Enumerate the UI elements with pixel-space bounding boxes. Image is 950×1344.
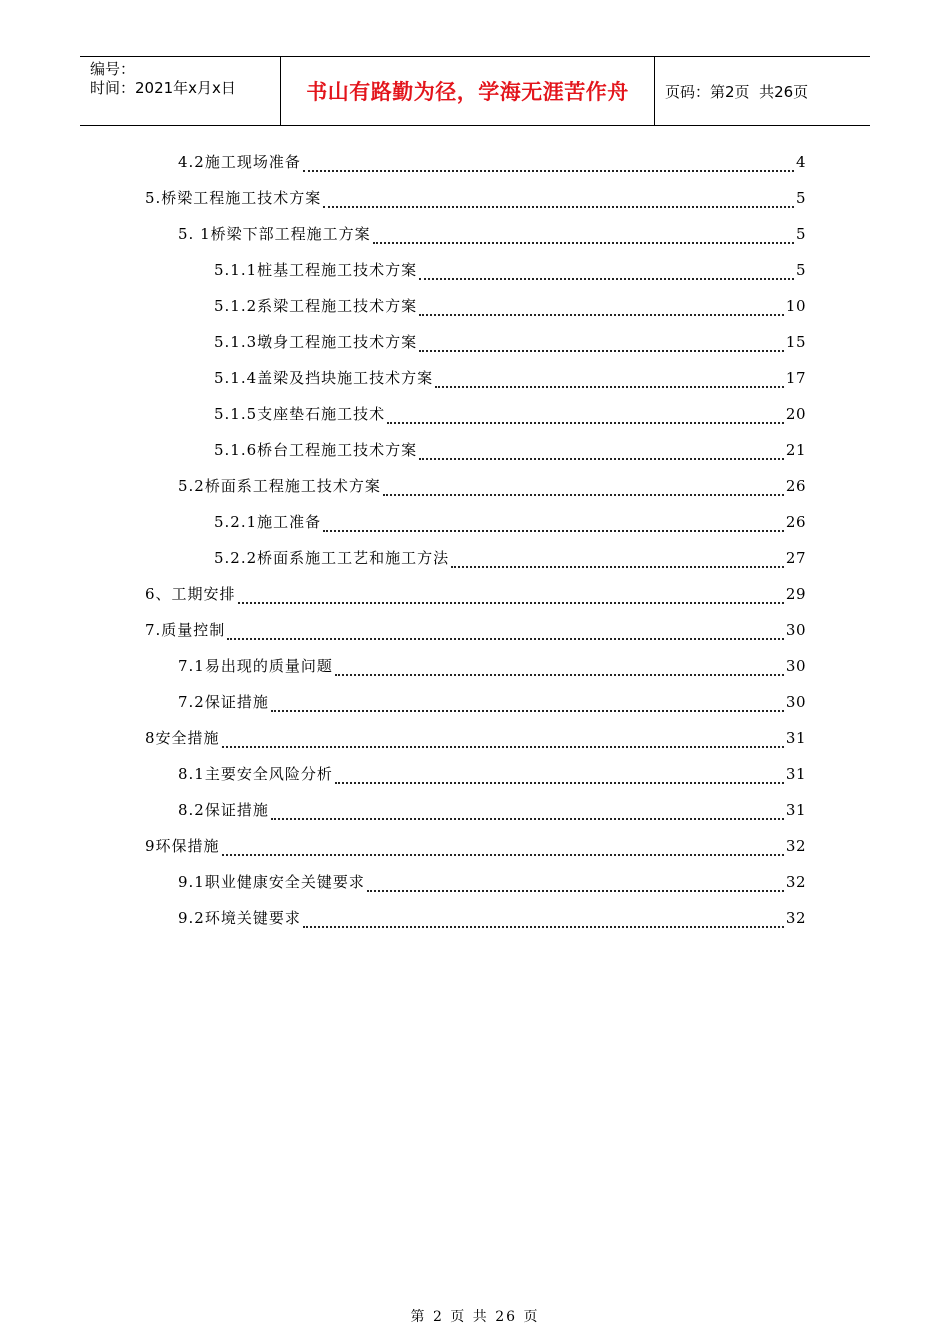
toc-dot-leader <box>373 227 794 244</box>
toc-entry-page: 10 <box>785 297 806 315</box>
toc-entry[interactable] <box>178 148 806 172</box>
toc-dot-leader <box>238 587 784 604</box>
toc-entry-page: 26 <box>785 477 806 495</box>
toc-dot-leader <box>387 407 784 424</box>
toc-entry-title: 7.1易出现的质量问题 <box>178 657 333 675</box>
header-motto <box>281 57 655 125</box>
toc-entry[interactable] <box>178 688 806 712</box>
toc-dot-leader <box>419 335 784 352</box>
toc-entry-page: 30 <box>785 693 806 711</box>
toc-entry[interactable] <box>214 508 806 532</box>
toc-entry[interactable] <box>145 580 806 604</box>
toc-entry-page: 32 <box>785 909 806 927</box>
toc-entry[interactable] <box>214 364 806 388</box>
toc-entry-title: 5. 1桥梁下部工程施工方案 <box>178 225 371 243</box>
toc-entry-title: 8安全措施 <box>145 729 220 747</box>
toc-entry-page: 32 <box>785 837 806 855</box>
toc-dot-leader <box>419 299 784 316</box>
toc-entry[interactable] <box>178 472 806 496</box>
document-time-label: 时间：2021年x月x日 <box>90 79 236 97</box>
header-meta <box>80 57 281 125</box>
toc-entry-title: 5.1.3墩身工程施工技术方案 <box>214 333 418 351</box>
toc-entry-title: 5.1.6桥台工程施工技术方案 <box>214 441 418 459</box>
toc-entry-title: 7.质量控制 <box>145 621 226 639</box>
toc-entry-title: 8.1主要安全风险分析 <box>178 765 333 783</box>
toc-entry-page: 5 <box>795 225 806 243</box>
toc-dot-leader <box>227 623 784 640</box>
toc-entry-title: 6、工期安排 <box>145 585 236 603</box>
toc-entry-page: 5 <box>795 261 806 279</box>
toc-entry-page: 30 <box>785 621 806 639</box>
motto-text: 书山有路勤为径，学海无涯苦作舟 <box>306 80 629 104</box>
toc-entry-title: 8.2保证措施 <box>178 801 269 819</box>
toc-entry[interactable] <box>214 256 806 280</box>
toc-dot-leader <box>435 371 784 388</box>
toc-entry-page: 26 <box>785 513 806 531</box>
toc-dot-leader <box>303 911 784 928</box>
toc-entry-title: 7.2保证措施 <box>178 693 269 711</box>
toc-entry-page: 32 <box>785 873 806 891</box>
toc-entry-title: 5.1.2系梁工程施工技术方案 <box>214 297 418 315</box>
toc-dot-leader <box>335 767 784 784</box>
toc-entry-page: 21 <box>785 441 806 459</box>
header-page-info <box>655 57 870 125</box>
toc-dot-leader <box>323 191 794 208</box>
toc-entry-page: 29 <box>785 585 806 603</box>
toc-entry-title: 5.2.1施工准备 <box>214 513 322 531</box>
toc-entry-page: 17 <box>785 369 806 387</box>
page-info-text: 页码：第2页 共26页 <box>665 82 809 101</box>
toc-entry[interactable] <box>178 904 806 928</box>
toc-entry[interactable] <box>178 220 806 244</box>
toc-entry-page: 31 <box>785 729 806 747</box>
document-number-label: 编号： <box>90 60 136 78</box>
page-footer <box>0 1306 950 1326</box>
toc-dot-leader <box>383 479 784 496</box>
toc-entry-title: 4.2施工现场准备 <box>178 153 301 171</box>
toc-dot-leader <box>419 443 784 460</box>
toc-dot-leader <box>303 155 794 172</box>
toc-dot-leader <box>271 695 784 712</box>
toc-dot-leader <box>451 551 784 568</box>
toc-entry-page: 15 <box>785 333 806 351</box>
toc-dot-leader <box>271 803 784 820</box>
toc-entry-page: 20 <box>785 405 806 423</box>
toc-entry[interactable] <box>214 544 806 568</box>
toc-entry[interactable] <box>178 796 806 820</box>
toc-entry[interactable] <box>145 724 806 748</box>
toc-entry-page: 27 <box>785 549 806 567</box>
toc-entry-page: 31 <box>785 801 806 819</box>
toc-entry-title: 5.桥梁工程施工技术方案 <box>145 189 322 207</box>
page-header <box>80 56 870 126</box>
toc-dot-leader <box>367 875 784 892</box>
toc-entry[interactable] <box>178 652 806 676</box>
toc-entry-title: 9.2环境关键要求 <box>178 909 301 927</box>
toc-entry[interactable] <box>145 616 806 640</box>
toc-entry-page: 5 <box>795 189 806 207</box>
toc-dot-leader <box>222 839 784 856</box>
toc-entry-page: 4 <box>795 153 806 171</box>
toc-entry-title: 5.2.2桥面系施工工艺和施工方法 <box>214 549 450 567</box>
toc-entry[interactable] <box>178 760 806 784</box>
toc-dot-leader <box>335 659 784 676</box>
toc-entry-title: 5.1.5支座垫石施工技术 <box>214 405 386 423</box>
toc-entry[interactable] <box>178 868 806 892</box>
toc-dot-leader <box>222 731 784 748</box>
toc-entry-page: 30 <box>785 657 806 675</box>
toc-entry[interactable] <box>214 436 806 460</box>
toc-entry-title: 9.1职业健康安全关键要求 <box>178 873 365 891</box>
toc-entry[interactable] <box>145 184 806 208</box>
toc-dot-leader <box>419 263 794 280</box>
toc-entry[interactable] <box>214 400 806 424</box>
toc-entry-title: 5.1.4盖梁及挡块施工技术方案 <box>214 369 434 387</box>
toc-entry[interactable] <box>214 292 806 316</box>
toc-entry-title: 5.1.1桩基工程施工技术方案 <box>214 261 418 279</box>
footer-page-number: 第 2 页 共 26 页 <box>410 1309 540 1325</box>
toc-dot-leader <box>323 515 784 532</box>
toc-entry-title: 5.2桥面系工程施工技术方案 <box>178 477 381 495</box>
toc-entry-title: 9环保措施 <box>145 837 220 855</box>
toc-entry-page: 31 <box>785 765 806 783</box>
toc-entry[interactable] <box>214 328 806 352</box>
toc-entry[interactable] <box>145 832 806 856</box>
